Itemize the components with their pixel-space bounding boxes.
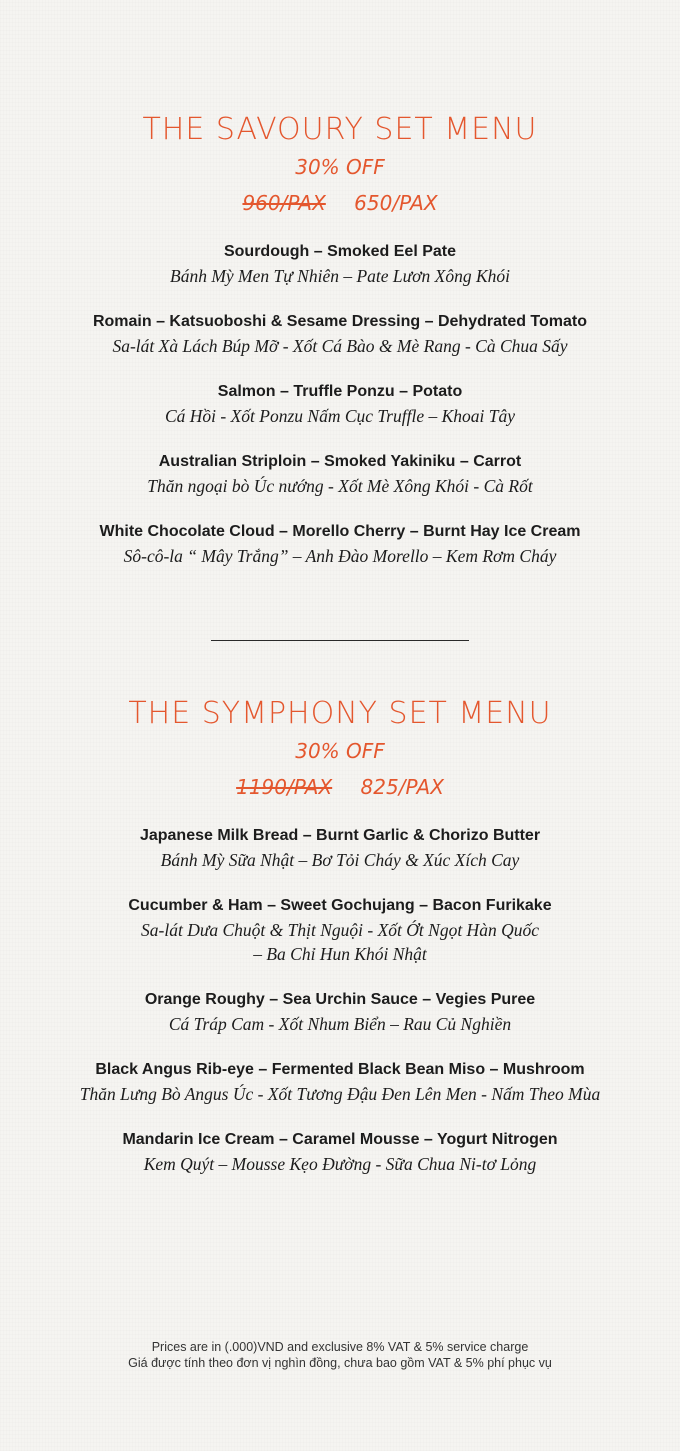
dish-name-en: White Chocolate Cloud – Morello Cherry – Burnt Hay Ice Cream — [99, 523, 581, 540]
dish-item — [0, 894, 680, 966]
symphony-new-price: 825/PAX — [360, 775, 444, 799]
price-note — [0, 1339, 680, 1371]
savoury-title: THE SAVOURY SET MENU — [142, 112, 538, 147]
dish-name-en: Orange Roughy – Sea Urchin Sauce – Vegies Puree — [144, 991, 536, 1008]
dish-item — [0, 1058, 680, 1106]
dish-name-vi: Bánh Mỳ Sữa Nhật – Bơ Tỏi Cháy & Xúc Xích Cay — [160, 850, 520, 870]
section-divider — [211, 640, 469, 641]
dish-name-en: Japanese Milk Bread – Burnt Garlic & Chorizo Butter — [139, 827, 541, 844]
dish-name-en: Romain – Katsuoboshi & Sesame Dressing – Dehydrated Tomato — [92, 313, 588, 330]
savoury-set-menu — [0, 112, 680, 590]
dish-name-en: Cucumber & Ham – Sweet Gochujang – Bacon Furikake — [128, 897, 552, 914]
dish-name-vi: Sa-lát Xà Lách Búp Mỡ - Xốt Cá Bào & Mè Rang - Cà Chua Sấy — [112, 336, 568, 356]
symphony-set-menu — [0, 696, 680, 1198]
dish-item — [0, 824, 680, 872]
price-note-vi: Giá được tính theo đơn vị nghìn đồng, chưa bao gồm VAT & 5% phí phục vụ — [128, 1356, 552, 1370]
savoury-old-price: 960/PAX — [242, 191, 326, 215]
dish-item — [0, 1128, 680, 1176]
savoury-price-row — [0, 190, 680, 216]
symphony-title: THE SYMPHONY SET MENU — [128, 696, 552, 731]
symphony-old-price: 1190/PAX — [236, 775, 333, 799]
dish-item — [0, 450, 680, 498]
symphony-discount: 30% OFF — [295, 739, 385, 763]
savoury-discount: 30% OFF — [295, 155, 385, 179]
dish-name-en: Mandarin Ice Cream – Caramel Mousse – Yogurt Nitrogen — [122, 1131, 558, 1148]
dish-name-en: Salmon – Truffle Ponzu – Potato — [217, 383, 463, 400]
price-note-en: Prices are in (.000)VND and exclusive 8% VAT & 5% service charge — [151, 1340, 529, 1354]
dish-name-en: Sourdough – Smoked Eel Pate — [223, 243, 457, 260]
dish-name-vi: Thăn ngoại bò Úc nướng - Xốt Mè Xông Khói - Cà Rốt — [147, 476, 533, 496]
dish-name-vi: Kem Quýt – Mousse Kẹo Đường - Sữa Chua Ni-tơ Lỏng — [143, 1154, 537, 1174]
dish-name-vi: Thăn Lưng Bò Angus Úc - Xốt Tương Đậu Đen Lên Men - Nấm Theo Mùa — [79, 1084, 601, 1104]
dish-name-vi: Cá Hồi - Xốt Ponzu Nấm Cục Truffle – Khoai Tây — [164, 406, 516, 426]
dish-name-vi: Bánh Mỳ Men Tự Nhiên – Pate Lươn Xông Khói — [170, 266, 510, 286]
dish-name-en: Black Angus Rib-eye – Fermented Black Bean Miso – Mushroom — [95, 1061, 585, 1078]
dish-item — [0, 988, 680, 1036]
dish-name-en: Australian Striploin – Smoked Yakiniku – Carrot — [158, 453, 522, 470]
dish-name-vi: Sô-cô-la “ Mây Trắng” – Anh Đào Morello – Kem Rơm Cháy — [123, 546, 557, 566]
savoury-dish-list — [0, 240, 680, 568]
dish-item — [0, 520, 680, 568]
dish-name-vi-continued: – Ba Chỉ Hun Khói Nhật — [253, 944, 427, 964]
savoury-new-price: 650/PAX — [354, 191, 438, 215]
dish-name-vi: Sa-lát Dưa Chuột & Thịt Nguội - Xốt Ớt Ngọt Hàn Quốc — [141, 920, 539, 940]
dish-name-vi: Cá Tráp Cam - Xốt Nhum Biển – Rau Củ Nghiền — [168, 1014, 512, 1034]
dish-item — [0, 240, 680, 288]
dish-item — [0, 380, 680, 428]
symphony-price-row — [0, 774, 680, 800]
dish-item — [0, 310, 680, 358]
symphony-dish-list — [0, 824, 680, 1176]
